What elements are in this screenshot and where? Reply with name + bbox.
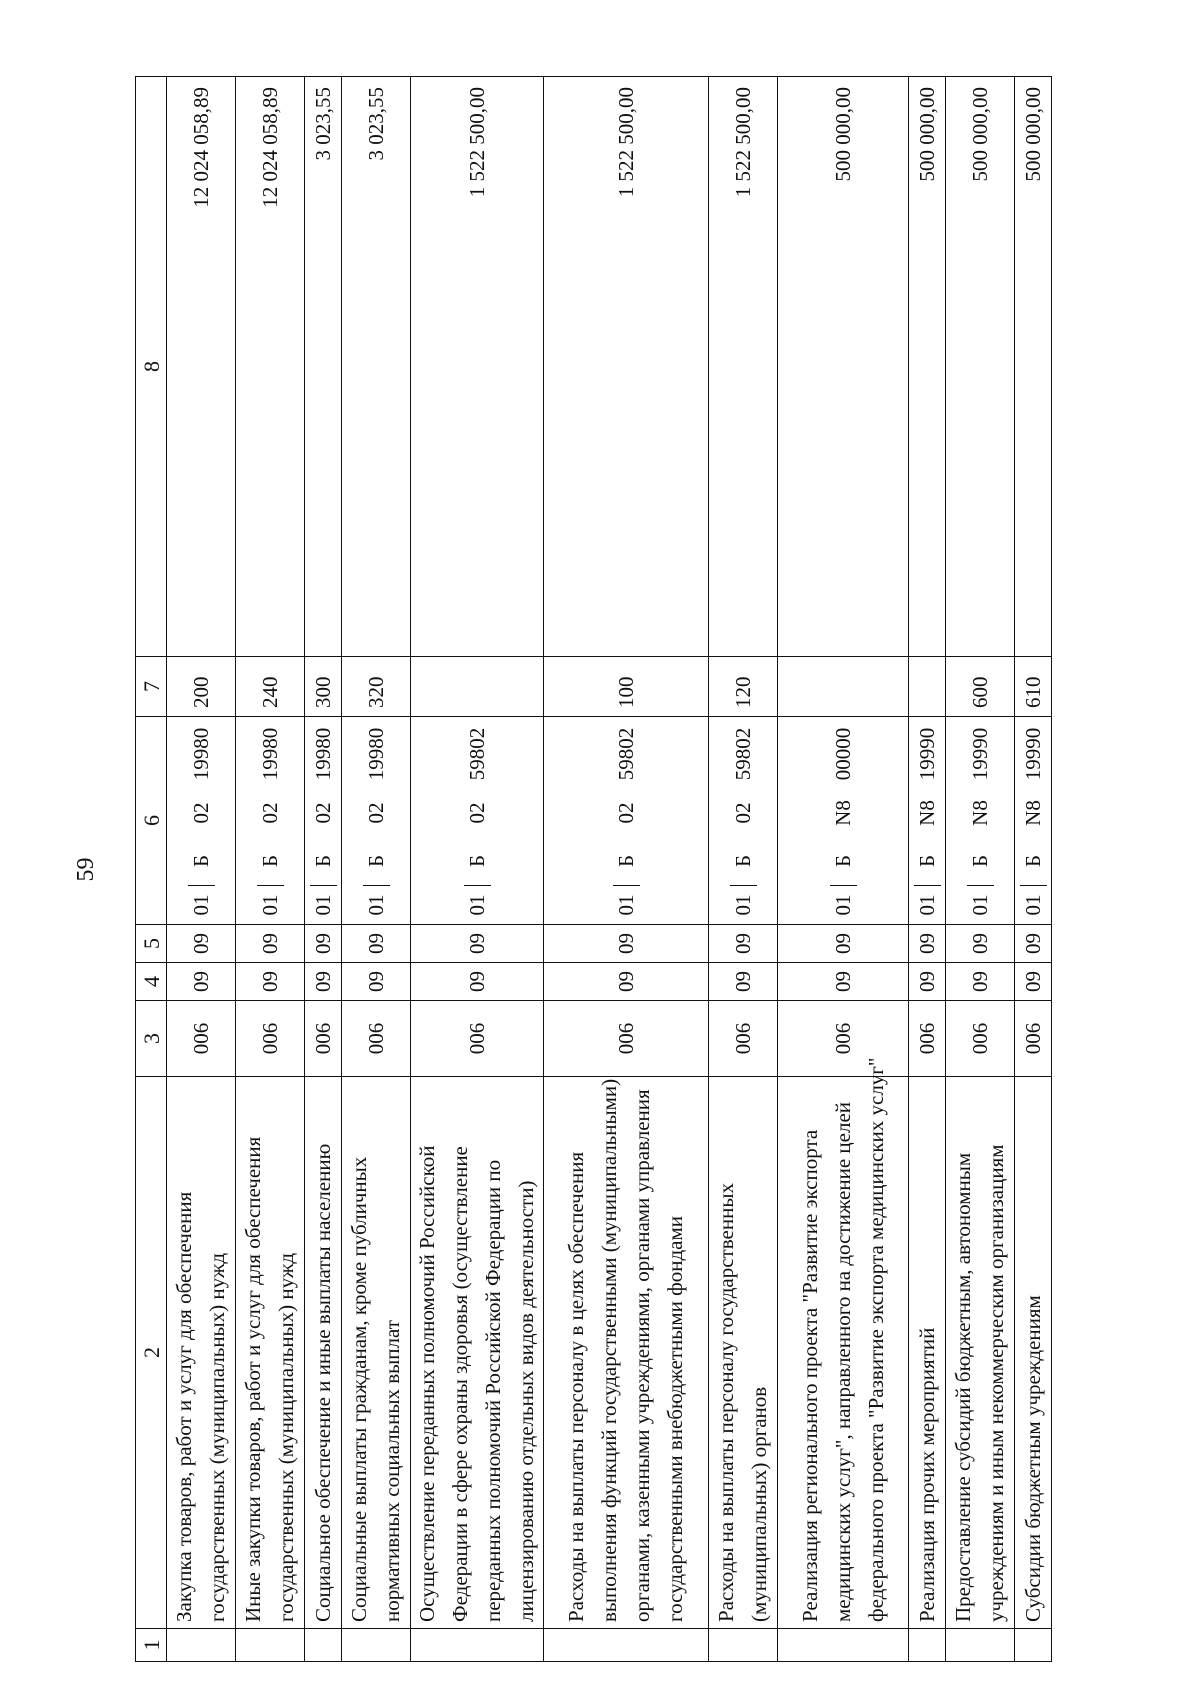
subsection-cell: 09 — [236, 925, 305, 963]
expense-name-line: выполнения функций государственными (муниципальными) — [597, 1078, 621, 1622]
target-article-part-a: 01 — [310, 885, 337, 924]
expense-name-cell — [411, 1077, 544, 1629]
amount-cell: 500 000,00 — [946, 77, 1015, 657]
expense-name-cell — [946, 1077, 1015, 1629]
expense-name-line: Закупка товаров, работ и услуг для обеспечения — [172, 1191, 196, 1622]
expense-name-line: государственными внебюджетными фондами — [663, 1215, 687, 1622]
target-article-part-c: 02 — [257, 802, 282, 824]
column-header-7: 7 — [136, 657, 167, 717]
target-article-part-a: 01 — [257, 885, 284, 924]
grbs-cell: 006 — [305, 1001, 342, 1077]
expense-name-line: учреждениям и иным некоммерческим организациям — [984, 1144, 1008, 1622]
subsection-cell: 09 — [305, 925, 342, 963]
target-article-cell — [236, 717, 305, 925]
row-index-cell — [778, 1629, 909, 1662]
row-index-cell — [411, 1629, 544, 1662]
column-header-2: 2 — [136, 1077, 167, 1629]
subsection-cell: 09 — [1015, 925, 1052, 963]
target-article-part-a: 01 — [464, 885, 491, 924]
section-cell: 09 — [909, 963, 946, 1001]
grbs-cell: 006 — [778, 1001, 909, 1077]
subsection-cell: 09 — [946, 925, 1015, 963]
amount-cell: 1 522 500,00 — [544, 77, 709, 657]
expense-name-line: нормативных социальных выплат — [380, 1320, 404, 1622]
amount-cell: 12 024 058,89 — [167, 77, 236, 657]
subsection-cell: 09 — [778, 925, 909, 963]
expense-name-cell — [909, 1077, 946, 1629]
expense-name-line: Федерации в сфере охраны здоровья (осуществление — [448, 1146, 472, 1622]
target-article-part-c: 02 — [363, 802, 388, 824]
target-article-part-a: 01 — [613, 885, 640, 924]
expense-name-cell — [778, 1057, 909, 1629]
table-row — [1015, 77, 1052, 1662]
target-article-part-b: Б — [830, 854, 855, 868]
target-article-part-b: Б — [730, 854, 755, 868]
target-article-parts — [709, 717, 777, 924]
target-article-parts — [236, 717, 304, 924]
target-article-part-c: 02 — [464, 802, 489, 824]
row-index-cell — [236, 1629, 305, 1662]
target-article-part-a: 01 — [914, 885, 941, 924]
target-article-part-c: N8 — [967, 800, 992, 826]
expense-name-cell — [709, 1077, 778, 1629]
target-article-cell — [167, 717, 236, 925]
row-index-cell — [909, 1629, 946, 1662]
target-article-part-d: 19990 — [1020, 727, 1045, 781]
target-article-parts — [342, 717, 410, 924]
expense-name-line: федерального проекта "Развитие экспорта медицинских услуг" — [863, 1057, 888, 1622]
amount-cell: 1 522 500,00 — [709, 77, 778, 657]
target-article-cell — [544, 717, 709, 925]
target-article-part-b: Б — [310, 854, 335, 868]
target-article-part-b: Б — [188, 854, 213, 868]
row-index-cell — [1015, 1629, 1052, 1662]
rotated-content — [73, 77, 1077, 1662]
expense-name-line: Реализация прочих мероприятий — [914, 1327, 939, 1622]
row-index-cell — [167, 1629, 236, 1662]
target-article-part-d: 59802 — [613, 727, 638, 781]
target-article-parts — [909, 717, 945, 924]
expense-name-cell — [342, 1077, 411, 1629]
target-article-part-d: 19980 — [257, 727, 282, 781]
target-article-part-d: 19990 — [967, 727, 992, 781]
target-article-parts — [544, 717, 708, 924]
expense-name-line: медицинских услуг", направленного на достижение целей — [830, 1101, 855, 1622]
column-header-3: 3 — [136, 1001, 167, 1077]
target-article-cell — [946, 717, 1015, 925]
target-article-cell — [305, 717, 342, 925]
target-article-part-d: 19980 — [188, 727, 213, 781]
grbs-cell: 006 — [411, 1001, 544, 1077]
grbs-cell: 006 — [544, 1001, 709, 1077]
expense-type-cell: 120 — [709, 657, 778, 717]
section-cell: 09 — [778, 963, 909, 1001]
target-article-part-a: 01 — [363, 885, 390, 924]
target-article-part-d: 19980 — [310, 727, 335, 781]
grbs-cell: 006 — [909, 1001, 946, 1077]
target-article-cell — [411, 717, 544, 925]
target-article-part-b: Б — [257, 854, 282, 868]
target-article-parts — [305, 717, 341, 924]
column-header-6: 6 — [136, 717, 167, 925]
target-article-part-d: 19990 — [914, 727, 939, 781]
target-article-cell — [709, 717, 778, 925]
target-article-parts — [778, 717, 908, 924]
table-row — [946, 77, 1015, 1662]
grbs-cell: 006 — [709, 1001, 778, 1077]
expense-name-line: Реализация регионального проекта "Развитие экспорта — [797, 1129, 822, 1622]
expense-name-line: Субсидии бюджетным учреждениям — [1020, 1295, 1045, 1622]
section-cell: 09 — [236, 963, 305, 1001]
target-article-cell — [1015, 717, 1052, 925]
grbs-cell: 006 — [167, 1001, 236, 1077]
section-cell: 09 — [946, 963, 1015, 1001]
target-article-part-d: 59802 — [730, 727, 755, 781]
expense-name-line: государственных (муниципальных) нужд — [274, 1252, 298, 1622]
expense-type-cell — [778, 657, 909, 717]
expense-name-cell — [305, 1077, 342, 1629]
expense-name-line: (муниципальных) органов — [747, 1386, 771, 1622]
column-header-4: 4 — [136, 963, 167, 1001]
section-cell: 09 — [167, 963, 236, 1001]
grbs-cell: 006 — [946, 1001, 1015, 1077]
table-row — [709, 77, 778, 1662]
grbs-cell: 006 — [342, 1001, 411, 1077]
expense-type-cell: 100 — [544, 657, 709, 717]
expense-name-cell — [236, 1077, 305, 1629]
subsection-cell: 09 — [411, 925, 544, 963]
target-article-part-b: Б — [1020, 854, 1045, 868]
target-article-parts — [1015, 717, 1051, 924]
target-article-part-a: 01 — [188, 885, 215, 924]
target-article-part-d: 19980 — [363, 727, 388, 781]
target-article-part-b: Б — [914, 854, 939, 868]
subsection-cell: 09 — [909, 925, 946, 963]
table-row — [305, 77, 342, 1662]
expense-type-cell — [909, 657, 946, 717]
subsection-cell: 09 — [167, 925, 236, 963]
target-article-part-a: 01 — [967, 885, 994, 924]
expense-type-cell — [411, 657, 544, 717]
table-row — [544, 77, 709, 1662]
target-article-part-c: 02 — [188, 802, 213, 824]
target-article-part-c: N8 — [914, 800, 939, 826]
amount-cell: 500 000,00 — [1015, 77, 1052, 657]
target-article-cell — [342, 717, 411, 925]
expense-type-cell: 300 — [305, 657, 342, 717]
target-article-part-c: 02 — [613, 802, 638, 824]
target-article-part-c: N8 — [1020, 800, 1045, 826]
row-index-cell — [305, 1629, 342, 1662]
expense-name-line: Социальные выплаты гражданам, кроме публичных — [347, 1156, 371, 1622]
section-cell: 09 — [709, 963, 778, 1001]
page-number: 59 — [73, 857, 99, 882]
target-article-parts — [412, 717, 542, 924]
expense-name-cell — [544, 1077, 709, 1629]
grbs-cell: 006 — [1015, 1001, 1052, 1077]
row-index-cell — [709, 1629, 778, 1662]
amount-cell: 3 023,55 — [305, 77, 342, 657]
amount-cell: 12 024 058,89 — [236, 77, 305, 657]
subsection-cell: 09 — [342, 925, 411, 963]
target-article-cell — [778, 717, 909, 925]
header-row — [136, 77, 167, 1662]
amount-cell: 500 000,00 — [909, 77, 946, 657]
target-article-part-a: 01 — [830, 885, 857, 924]
target-article-parts — [167, 717, 235, 924]
expense-name-cell — [1015, 1077, 1052, 1629]
expense-type-cell: 600 — [946, 657, 1015, 717]
expense-name-line: органами, казенными учреждениями, органами управления — [630, 1089, 654, 1622]
target-article-part-b: Б — [613, 854, 638, 868]
target-article-part-b: Б — [363, 854, 388, 868]
expense-name-line: Социальное обеспечение и иные выплаты населению — [310, 1143, 335, 1622]
target-article-part-c: 02 — [730, 802, 755, 824]
column-header-5: 5 — [136, 925, 167, 963]
amount-cell: 500 000,00 — [778, 77, 909, 657]
expense-name-line: Иные закупки товаров, работ и услуг для обеспечения — [241, 1136, 265, 1622]
amount-cell: 1 522 500,00 — [411, 77, 544, 657]
target-article-parts — [946, 717, 1014, 924]
section-cell: 09 — [1015, 963, 1052, 1001]
expense-type-cell: 610 — [1015, 657, 1052, 717]
amount-cell: 3 023,55 — [342, 77, 411, 657]
section-cell: 09 — [411, 963, 544, 1001]
target-article-part-d: 00000 — [830, 727, 855, 781]
expense-name-line: государственных (муниципальных) нужд — [205, 1252, 229, 1622]
subsection-cell: 09 — [544, 925, 709, 963]
table-row — [236, 77, 305, 1662]
target-article-part-a: 01 — [1020, 885, 1047, 924]
target-article-part-d: 59802 — [464, 727, 489, 781]
column-header-8: 8 — [136, 77, 167, 657]
table-row — [778, 77, 909, 1662]
section-cell: 09 — [305, 963, 342, 1001]
expense-name-cell — [167, 1077, 236, 1629]
target-article-part-b: Б — [464, 854, 489, 868]
expense-name-line: Осуществление переданных полномочий Российской — [415, 1145, 439, 1622]
expense-type-cell: 240 — [236, 657, 305, 717]
table-row — [342, 77, 411, 1662]
expense-name-line: Расходы на выплаты персоналу в целях обеспечения — [564, 1151, 588, 1622]
expense-type-cell: 200 — [167, 657, 236, 717]
budget-table — [135, 76, 1052, 1662]
table-row — [411, 77, 544, 1662]
expense-name-line: Расходы на выплаты персоналу государственных — [714, 1183, 738, 1622]
row-index-cell — [946, 1629, 1015, 1662]
row-index-cell — [342, 1629, 411, 1662]
target-article-part-c: 02 — [310, 802, 335, 824]
expense-name-line: лицензированию отдельных видов деятельности) — [514, 1180, 538, 1622]
table-row — [167, 77, 236, 1662]
target-article-cell — [909, 717, 946, 925]
target-article-part-b: Б — [967, 854, 992, 868]
expense-name-line: Предоставление субсидий бюджетным, автономным — [951, 1152, 975, 1622]
grbs-cell: 006 — [236, 1001, 305, 1077]
target-article-part-c: N8 — [830, 800, 855, 826]
section-cell: 09 — [544, 963, 709, 1001]
column-header-1: 1 — [136, 1629, 167, 1662]
section-cell: 09 — [342, 963, 411, 1001]
expense-name-line: переданных полномочий Российской Федерации по — [481, 1159, 505, 1622]
table-row — [909, 77, 946, 1662]
row-index-cell — [544, 1629, 709, 1662]
target-article-part-a: 01 — [730, 885, 757, 924]
expense-type-cell: 320 — [342, 657, 411, 717]
subsection-cell: 09 — [709, 925, 778, 963]
